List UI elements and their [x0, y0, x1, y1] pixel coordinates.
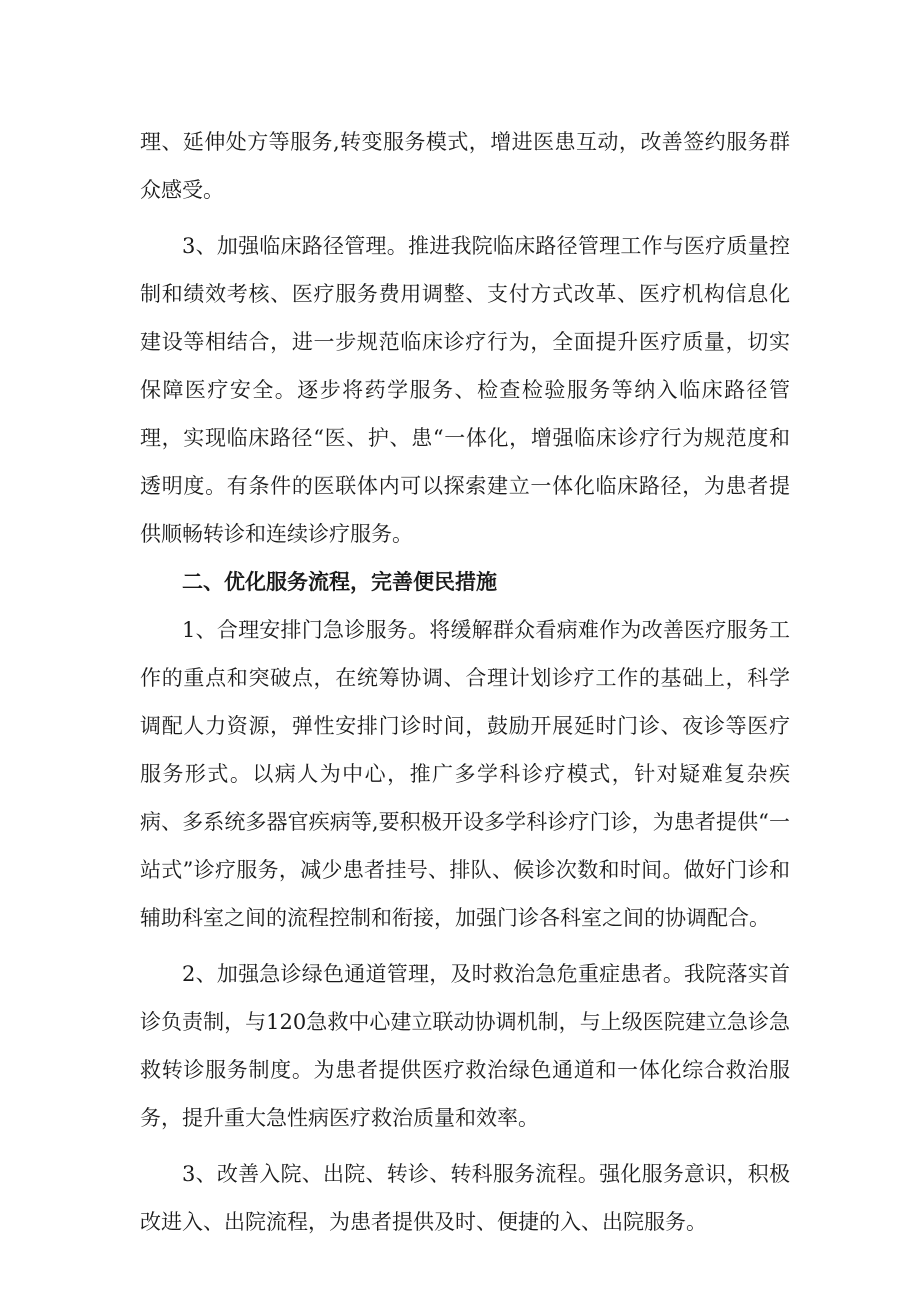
paragraph-clinical-pathway: 3、加强临床路径管理。推进我院临床路径管理工作与医疗质量控制和绩效考核、医疗服务费用调整、支付方式改革、医疗机构信息化建设等相结合，进一步规范临床诊疗行为，全面提升医疗质量，切实保障医疗安全。逐步将药学服务、检查检验服务等纳入临床路径管理，实现临床路径“医、护、患“一体化，增强临床诊疗行为规范度和透明度。有条件的医联体内可以探索建立一体化临床路径，为患者提供顺畅转诊和连续诊疗服务。: [140, 234, 790, 546]
paragraph-outpatient-emergency: 1、合理安排门急诊服务。将缓解群众看病难作为改善医疗服务工作的重点和突破点，在统筹协调、合理计划诊疗工作的基础上，科学调配人力资源，弹性安排门诊时间，鼓励开展延时门诊、夜诊等医疗服务形式。以病人为中心，推广多学科诊疗模式，针对疑难复杂疾病、多系统多器官疾病等,要积极开设多学科诊疗门诊，为患者提供“一站式”诊疗服务，减少患者挂号、排队、候诊次数和时间。做好门诊和辅助科室之间的流程控制和衔接，加强门诊各科室之间的协调配合。: [140, 618, 790, 930]
paragraph-emergency-green-channel: 2、加强急诊绿色通道管理，及时救治急危重症患者。我院落实首诊负责制，与120急救中心建立联动协调机制，与上级医院建立急诊急救转诊服务制度。为患者提供医疗救治绿色通道和一体化综合救治服务，提升重大急性病医疗救治质量和效率。: [140, 962, 790, 1130]
paragraph-admission-discharge: 3、改善入院、出院、转诊、转科服务流程。强化服务意识，积极改进入、出院流程，为患者提供及时、便捷的入、出院服务。: [140, 1162, 790, 1234]
section-heading-optimize-service: 二、优化服务流程，完善便民措施: [182, 570, 497, 594]
paragraph-continuation: 理、延伸处方等服务,转变服务模式，增进医患互动，改善签约服务群众感受。: [140, 130, 790, 202]
document-body: [140, 118, 790, 1246]
